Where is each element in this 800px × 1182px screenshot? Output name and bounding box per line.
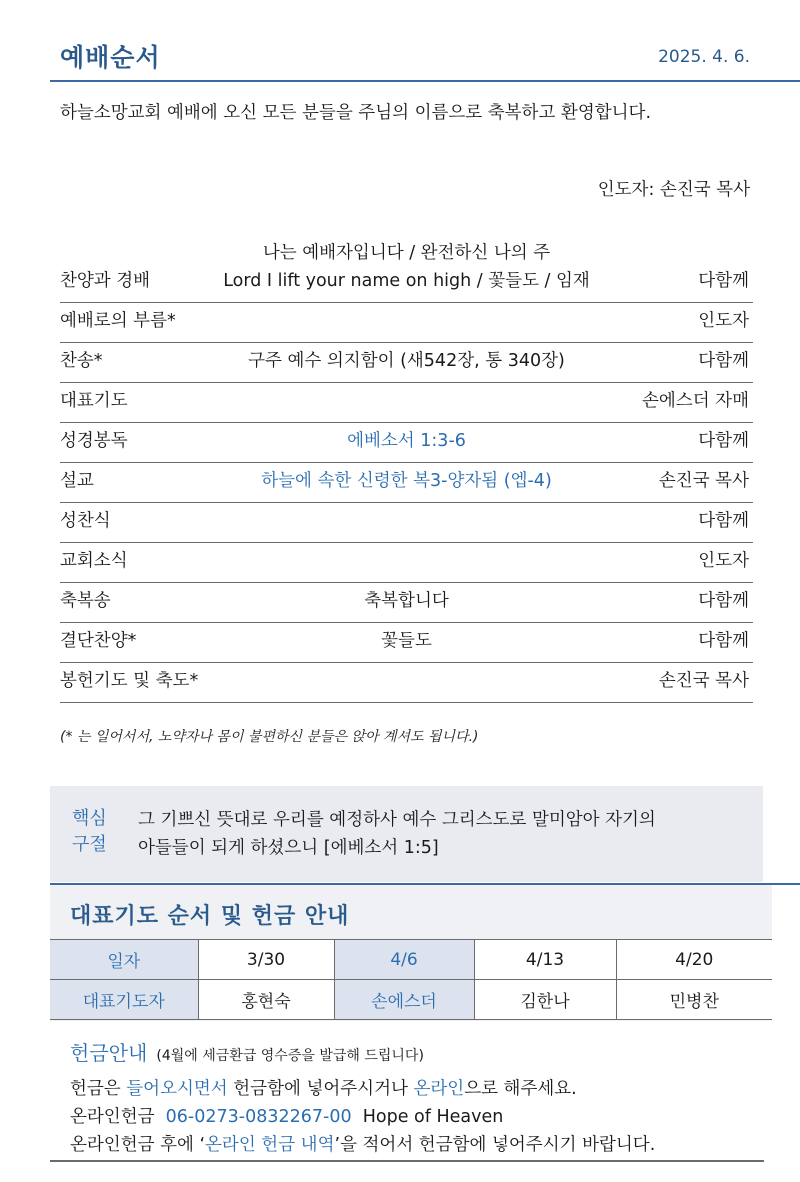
order-row [60,383,753,423]
standing-note: (* 는 일어서서, 노약자나 몸이 불편하신 분들은 앉아 계셔도 됩니다.) [60,729,479,745]
order-item-name: 교회소식 [60,551,128,571]
order-row [60,663,753,703]
title-divider [50,80,800,82]
service-leader: 인도자: 손진국 목사 [597,180,750,200]
order-item-by: 손진국 목사 [658,671,749,691]
order-item-by: 다함께 [698,271,749,291]
date-cell: 4/13 [474,940,616,980]
person-cell: 손에스더 [334,980,474,1020]
order-item-by: 손진국 목사 [658,471,749,491]
date-header-cell: 일자 [50,940,198,980]
date-cell: 4/20 [616,940,772,980]
order-item-by: 다함께 [698,631,749,651]
order-item-content-line1: 나는 예배자입니다 / 완전하신 나의 주 [262,243,551,263]
order-item-by: 다함께 [698,431,749,451]
order-row [60,543,753,583]
offering-text: 으로 해주세요. [464,1079,577,1099]
offering-text: 헌금함에 넣어주시거나 [227,1079,414,1099]
order-row [60,463,753,503]
offering-info [50,1021,772,1161]
offering-text: 온라인헌금 후에 ‘ [70,1135,206,1155]
offering-line-2 [70,1103,503,1128]
schedule-title: 대표기도 순서 및 헌금 안내 [70,904,350,929]
page-title: 예배순서 [60,43,161,72]
key-verse-label-line2: 구절 [72,834,107,855]
order-item-by: 다함께 [698,511,749,531]
bank-account-number: 06-0273-0832267-00 [165,1107,352,1127]
offering-text: 헌금은 [70,1079,127,1099]
order-item-by: 인도자 [698,551,749,571]
order-row [60,623,753,663]
date-cell: 4/6 [334,940,474,980]
service-date: 2025. 4. 6. [658,47,750,67]
table-row [50,980,772,1020]
order-item-by: 손에스더 자매 [642,391,749,411]
account-holder: Hope of Heaven [351,1107,504,1127]
order-row [60,235,753,303]
key-verse-line1: 그 기쁘신 뜻대로 우리를 예정하사 예수 그리스도로 말미암아 자기의 [138,810,656,830]
key-verse-box [50,786,763,882]
offering-text: ’을 적어서 헌금함에 넣어주시기 바랍니다. [334,1135,656,1155]
welcome-message: 하늘소망교회 예배에 오신 모든 분들을 주님의 이름으로 축복하고 환영합니다. [60,103,652,123]
order-item-content: 구주 예수 의지함이 (새542장, 통 340장) [248,351,565,371]
offering-heading [70,1037,424,1066]
order-row [60,303,753,343]
schedule-section [50,885,772,1161]
order-item-content: 꽃들도 [381,631,432,651]
order-item-name: 대표기도 [60,391,128,411]
date-cell: 3/30 [198,940,334,980]
order-item-content: 축복합니다 [364,591,449,611]
order-item-content: Lord I lift your name on high / 꽃들도 / 임재 [223,271,590,291]
order-row [60,503,753,543]
order-of-service [60,235,753,703]
order-item-name: 예배로의 부름* [60,311,176,331]
order-item-name: 봉헌기도 및 축도* [60,671,199,691]
person-header-cell: 대표기도자 [50,980,198,1020]
order-item-content: 하늘에 속한 신령한 복3-양자됨 (엡-4) [261,471,552,491]
offering-highlight: 들어오시면서 [126,1079,228,1099]
key-verse-text [138,806,656,862]
order-item-by: 다함께 [698,591,749,611]
offering-text: 온라인헌금 [70,1107,166,1127]
offering-highlight: 온라인 헌금 내역 [205,1135,335,1155]
person-cell: 홍현숙 [198,980,334,1020]
order-item-name: 찬송* [60,351,103,371]
order-item-by: 다함께 [698,351,749,371]
person-cell: 김한나 [474,980,616,1020]
person-cell: 민병찬 [616,980,772,1020]
offering-highlight: 온라인 [413,1079,465,1099]
offering-subtitle: (4월에 세금환급 영수증을 발급해 드립니다) [156,1048,424,1064]
key-verse-line2: 아들들이 되게 하셨으니 [에베소서 1:5] [138,838,439,858]
order-item-name: 성경봉독 [60,431,128,451]
order-item-name: 성찬식 [60,511,111,531]
order-item-name: 찬양과 경배 [60,271,151,291]
order-row [60,343,753,383]
order-item-by: 인도자 [698,311,749,331]
offering-line-1 [70,1075,577,1100]
order-row [60,423,753,463]
order-item-name: 축복송 [60,591,111,611]
key-verse-label [72,806,107,858]
bottom-rule [50,1160,764,1162]
table-row [50,940,772,980]
key-verse-label-line1: 핵심 [72,808,107,829]
order-item-name: 결단찬양* [60,631,137,651]
offering-title: 헌금안내 [70,1041,148,1065]
order-item-name: 설교 [60,471,94,491]
prayer-schedule-table [50,939,772,1020]
order-item-content: 에베소서 1:3-6 [347,431,466,451]
order-row [60,583,753,623]
offering-line-3 [70,1131,655,1156]
